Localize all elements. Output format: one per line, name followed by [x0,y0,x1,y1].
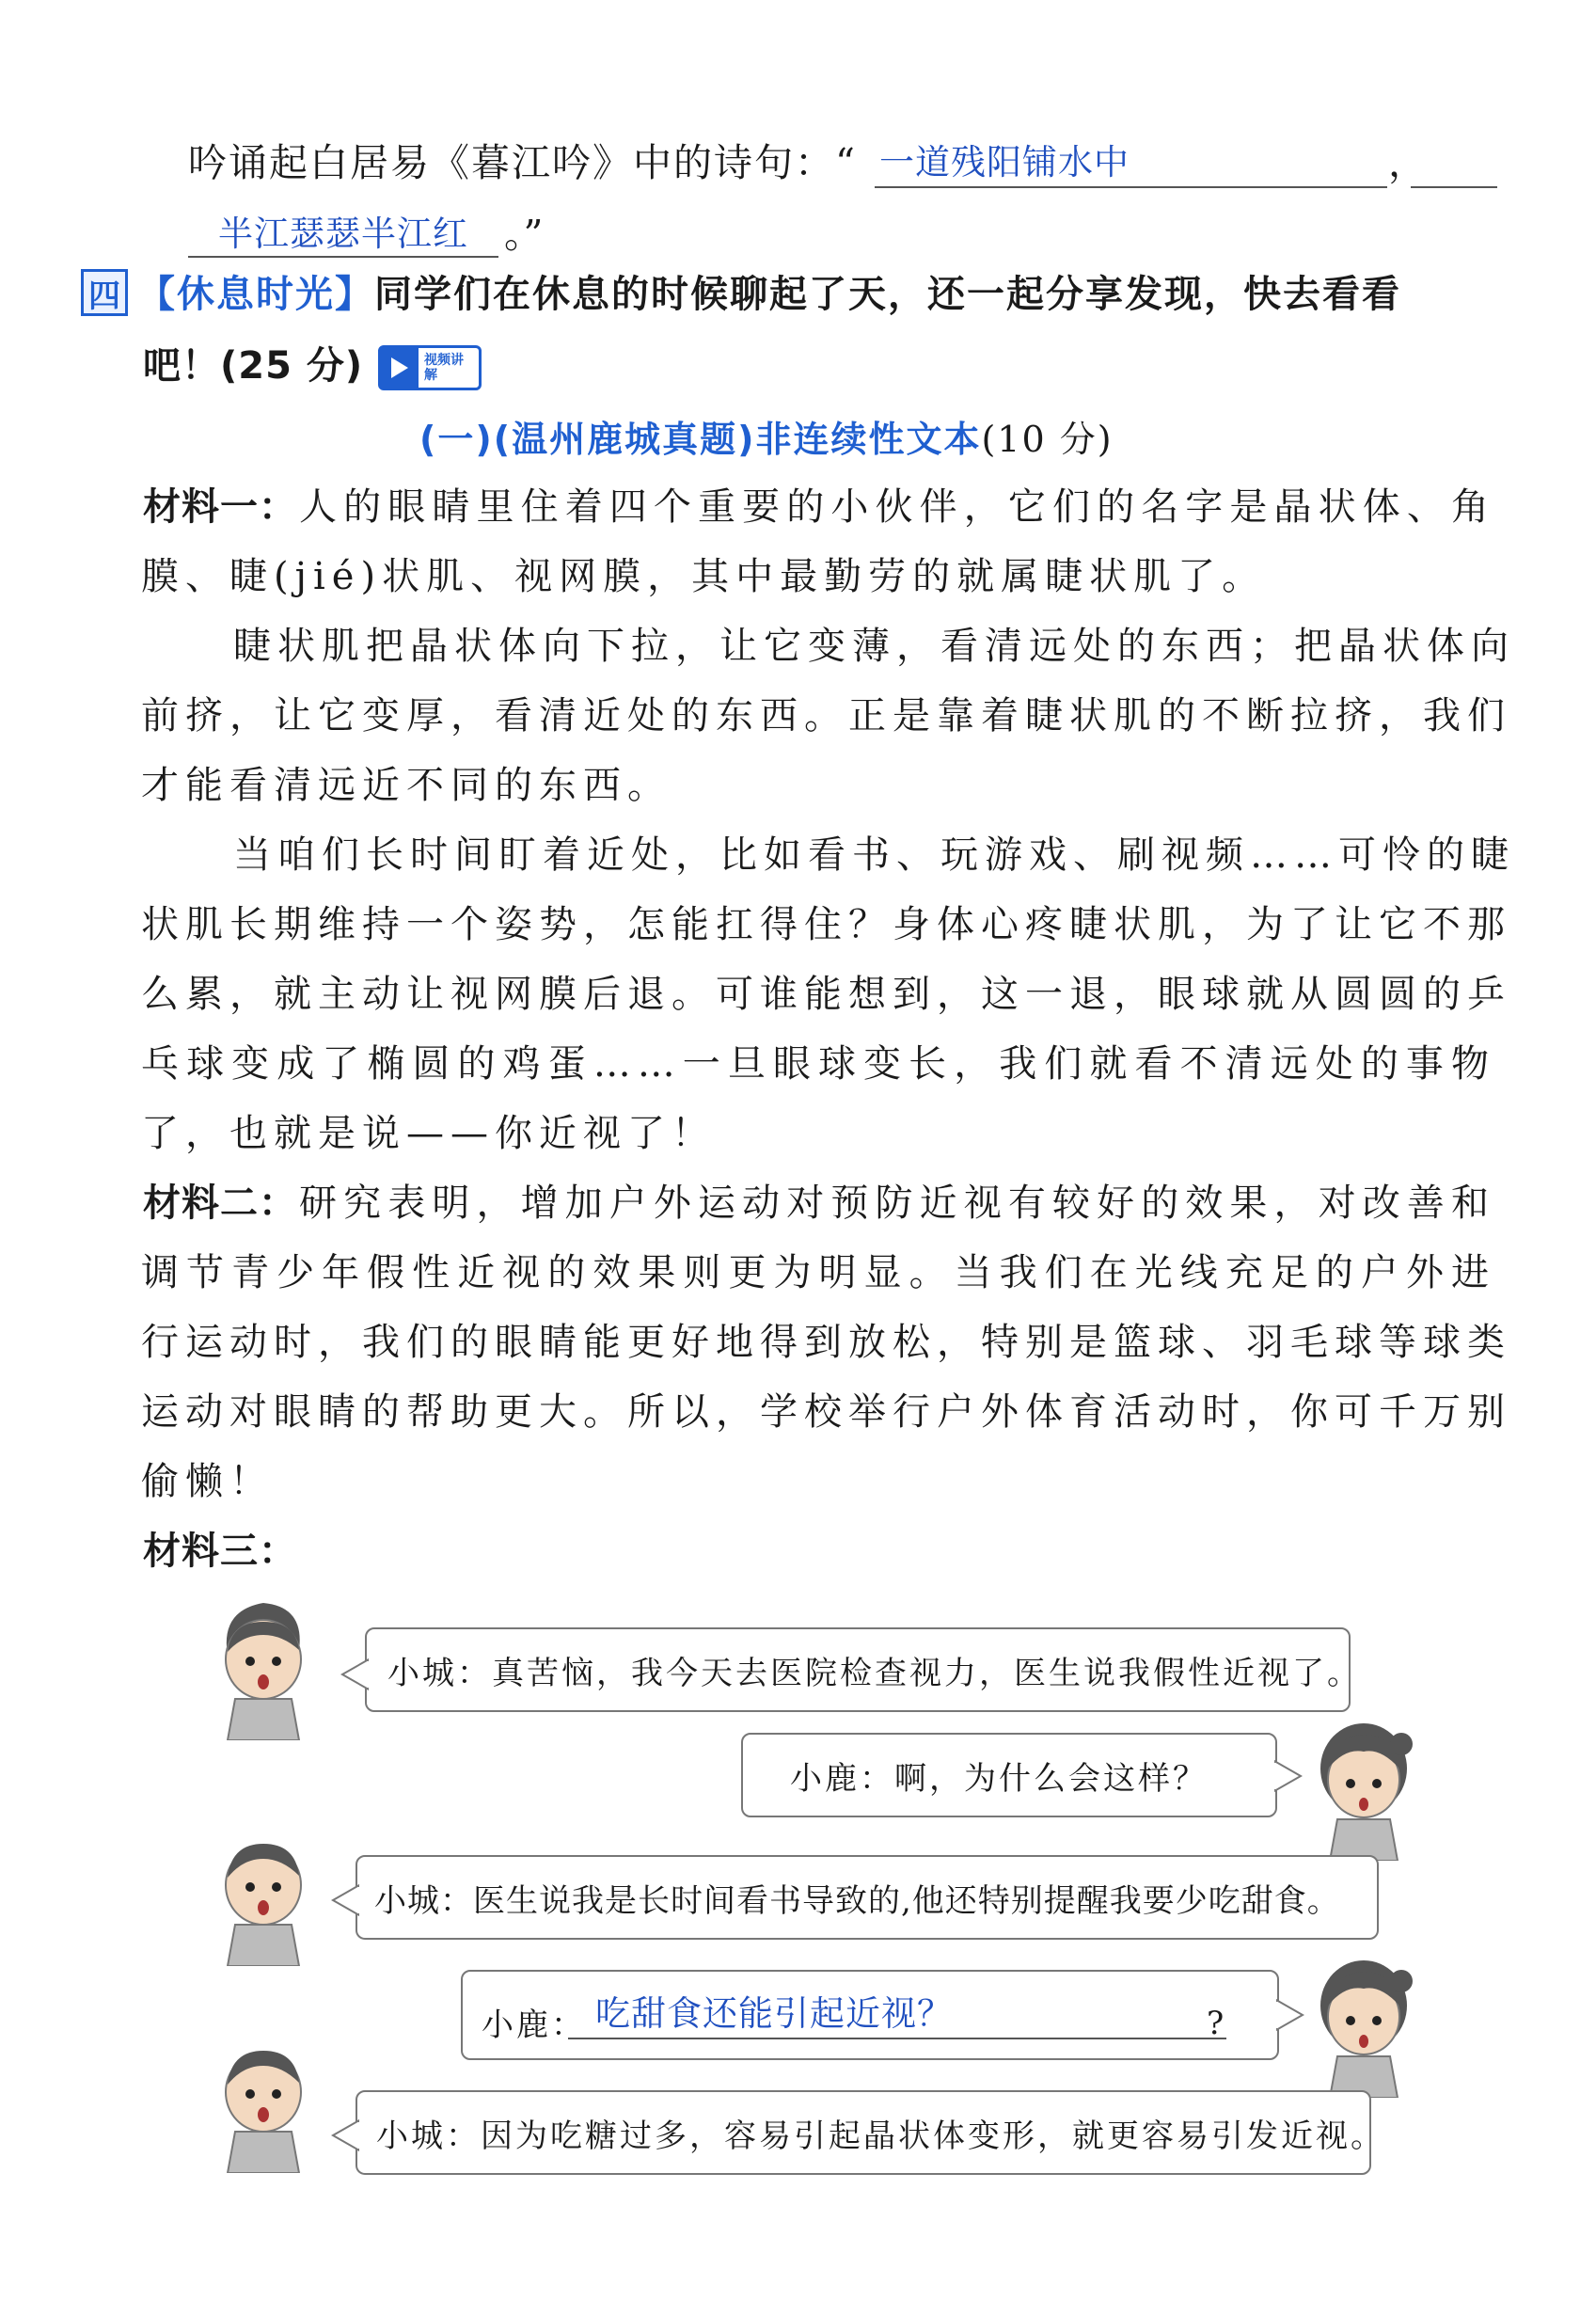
material1-line: 睫状肌把晶状体向下拉，让它变薄，看清远处的东西；把晶状体向 [233,625,1515,668]
boy-avatar-icon [207,2022,320,2173]
dialogue-text: 因为吃糖过多，容易引起晶状体变形，就更容易引发近视。 [481,2117,1385,2155]
bubble-tail-icon [331,2117,359,2154]
material1-line: 么累，就主动让视网膜后退。可谁能想到，这一退，眼球就从圆圆的乒 [141,973,1511,1016]
dialogue-bubble [356,1855,1379,1940]
material2-line: 研究表明，增加户外运动对预防近视有较好的效果，对改善和 [299,1182,1495,1225]
girl-avatar-icon [1307,1710,1420,1861]
poem-answer-2: 半江瑟瑟半江红 [218,214,468,254]
play-icon [381,348,419,388]
material1-label: 材料一： [143,485,297,529]
question-line-2 [143,331,363,401]
subsection-score: (10 分) [981,419,1114,460]
bubble-tail-icon [340,1656,369,1693]
dialogue-speaker: 小鹿： [790,1759,894,1798]
material1-line: 状肌长期维持一个姿势，怎能扛得住？身体心疼睫状肌，为了让它不那 [141,903,1511,946]
material3-label: 材料三： [143,1530,297,1573]
question-text-2: 吧！(25 分) [143,344,364,388]
material2-line: 调节青少年假性近视的效果则更为明显。当我们在光线充足的户外进 [141,1251,1495,1294]
dialogue-text: 啊，为什么会这样？ [894,1759,1208,1798]
question-text-1: 同学们在休息的时候聊起了天，还一起分享发现，快去看看 [374,273,1401,316]
material2-line: 行运动时，我们的眼睛能更好地得到放松，特别是篮球、羽毛球等球类 [141,1321,1511,1364]
girl-avatar-icon [1307,1947,1420,2098]
material1-line: 当咱们长时间盯着近处，比如看书、玩游戏、刷视频……可怜的睫 [233,833,1515,877]
dialogue-answer: 吃甜食还能引起近视？ [595,1993,953,2034]
answer-1-underline [875,186,1387,188]
material1-line: 人的眼睛里住着四个重要的小伙伴，它们的名字是晶状体、角 [299,485,1495,529]
subsection-title [419,404,1114,474]
bubble-tail-icon [1274,1757,1303,1795]
dialogue-speaker: 小城： [374,1881,473,1920]
boy-avatar-icon [207,1816,320,1966]
answer-3-underline [568,2038,1226,2039]
material1-line: 膜、睫(jié)状肌、视网膜，其中最勤劳的就属睫状肌了。 [141,555,1267,598]
material1-line: 前挤，让它变厚，看清近处的东西。正是靠着睫状肌的不断拉挤，我们 [141,694,1511,738]
bubble-tail-icon [331,1881,359,1919]
material1-line: 才能看清远近不同的东西。 [141,764,672,807]
dialogue-speaker: 小鹿： [482,2006,586,2044]
video-badge-label: 视频讲解 [424,353,464,383]
material2-label: 材料二： [143,1182,297,1225]
question-line-1 [137,260,1401,329]
dialogue-speaker: 小城： [376,2117,481,2155]
material2-line: 运动对眼睛的帮助更大。所以，学校举行户外体育活动时，你可千万别 [141,1390,1511,1434]
poem-prefix: 吟诵起白居易《暮江吟》中的诗句：“ [188,140,857,185]
dialogue-bubble [461,1970,1279,2060]
question-tag: 【休息时光】 [137,273,374,316]
dialogue-text: 医生说我是长时间看书导致的,他还特别提醒我要少吃甜食。 [473,1881,1340,1920]
boy-avatar-icon [207,1590,320,1740]
poem-line-1 [188,128,857,198]
bubble-tail-icon [1276,1996,1304,2034]
dialogue-end: ? [1207,2005,1227,2042]
poem-suffix: 。” [504,212,544,257]
answer-2-underline [188,256,498,258]
poem-answer-1: 一道残阳铺水中 [879,142,1130,182]
dialogue-bubble [365,1627,1362,1712]
poem-comma: ， [1388,140,1427,185]
question-number: 四 [81,269,128,316]
subsection-title-text: (一)(温州鹿城真题)非连续性文本 [419,419,982,460]
dialogue-bubble [741,1733,1277,1817]
material2-line: 偷懒！ [141,1460,274,1503]
dialogue-speaker: 小城： [387,1654,492,1692]
material1-line: 乓球变成了椭圆的鸡蛋……一旦眼球变长，我们就看不清远处的事物 [141,1042,1495,1086]
video-lecture-button[interactable] [378,345,482,390]
material1-line: 了，也就是说——你近视了！ [141,1112,716,1155]
dialogue-text: 真苦恼，我今天去医院检查视力，医生说我假性近视了。 [492,1654,1362,1692]
answer-1b-underline [1411,186,1497,188]
dialogue-bubble [356,2090,1385,2175]
